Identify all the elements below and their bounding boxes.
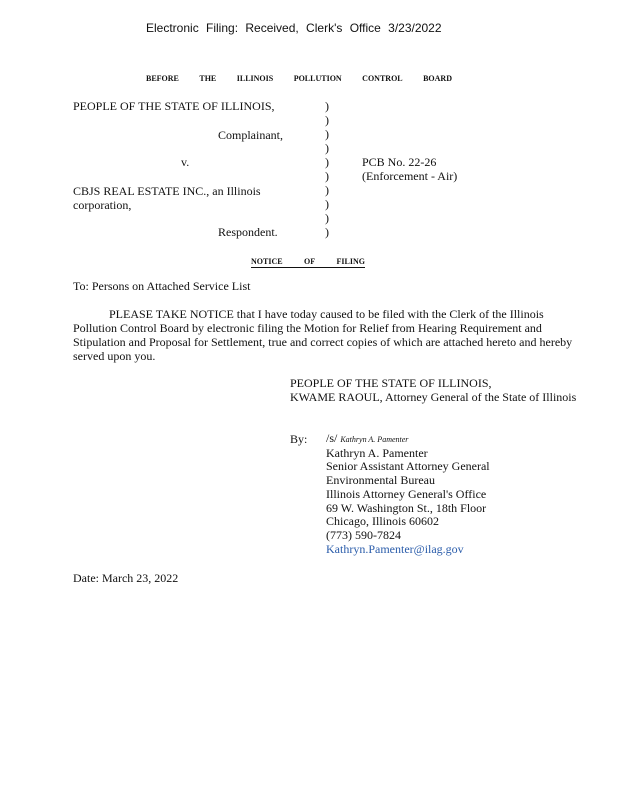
caption-plaintiff: PEOPLE OF THE STATE OF ILLINOIS, <box>73 99 275 113</box>
caption-parenthesis: ) <box>325 99 329 113</box>
board-heading-word: ILLINOIS <box>236 74 274 83</box>
signature-party-line: KWAME RAOUL, Attorney General of the State of Illinois <box>290 390 577 404</box>
attorney-bureau: Environmental Bureau <box>326 473 435 488</box>
board-heading-word: CONTROL <box>362 74 403 83</box>
board-heading-word: THE <box>199 74 217 83</box>
caption-versus: v. <box>181 155 190 169</box>
board-heading <box>146 74 452 83</box>
caption-parenthesis: ) <box>325 141 329 155</box>
by-label: By: <box>290 432 308 446</box>
notice-of-filing-title <box>251 257 365 268</box>
to-line: To: Persons on Attached Service List <box>73 279 251 293</box>
board-heading-word: BOARD <box>423 74 452 83</box>
caption-parenthesis: ) <box>325 211 329 225</box>
board-heading-word: BEFORE <box>146 74 179 83</box>
caption-defendant-cont: corporation, <box>73 198 132 212</box>
caption-complainant: Complainant, <box>218 128 283 142</box>
date-line: Date: March 23, 2022 <box>73 571 179 585</box>
notice-title-word: OF <box>304 257 316 266</box>
signature-prefix: /s/ <box>326 431 338 445</box>
notice-title-word: NOTICE <box>251 257 283 266</box>
attorney-office: Illinois Attorney General's Office <box>326 486 487 501</box>
caption-parenthesis: ) <box>325 183 329 197</box>
attorney-title: Senior Assistant Attorney General <box>326 459 490 474</box>
electronic-filing-stamp: Electronic Filing: Received, Clerk's Office 3/23/2022 <box>146 21 442 35</box>
signature-party-line: PEOPLE OF THE STATE OF ILLINOIS, <box>290 376 492 390</box>
caption-parenthesis: ) <box>325 127 329 141</box>
attorney-street: 69 W. Washington St., 18th Floor <box>326 500 487 515</box>
signature-script-name: Kathryn A. Pamenter <box>340 435 409 444</box>
case-type: (Enforcement - Air) <box>362 169 458 183</box>
signature-details <box>326 432 490 556</box>
board-heading-word: POLLUTION <box>293 74 342 83</box>
notice-title-word: FILING <box>336 257 365 266</box>
caption-parenthesis: ) <box>325 113 329 127</box>
signature-party <box>290 376 590 404</box>
attorney-email-link[interactable]: Kathryn.Pamenter@ilag.gov <box>326 541 464 556</box>
attorney-name: Kathryn A. Pamenter <box>326 445 428 460</box>
caption-defendant: CBJS REAL ESTATE INC., an Illinois <box>73 184 261 198</box>
caption-parenthesis: ) <box>325 197 329 211</box>
caption-respondent: Respondent. <box>218 225 278 239</box>
caption-parenthesis: ) <box>325 155 329 169</box>
caption-parenthesis: ) <box>325 225 329 239</box>
notice-paragraph: PLEASE TAKE NOTICE that I have today caused to be filed with the Clerk of the Illinois Pollution Control Board by electronic filing the Motion for Relief from Hearing Requirement and Stipulation and Proposal for Settlement, true and correct copies of which are attached hereto and hereby served upon you. <box>73 307 573 363</box>
electronic-signature <box>326 432 490 447</box>
attorney-phone: (773) 590-7824 <box>326 527 401 542</box>
caption-parenthesis-column <box>325 99 329 239</box>
case-number: PCB No. 22-26 <box>362 155 437 169</box>
attorney-city: Chicago, Illinois 60602 <box>326 514 439 529</box>
caption-parenthesis: ) <box>325 169 329 183</box>
